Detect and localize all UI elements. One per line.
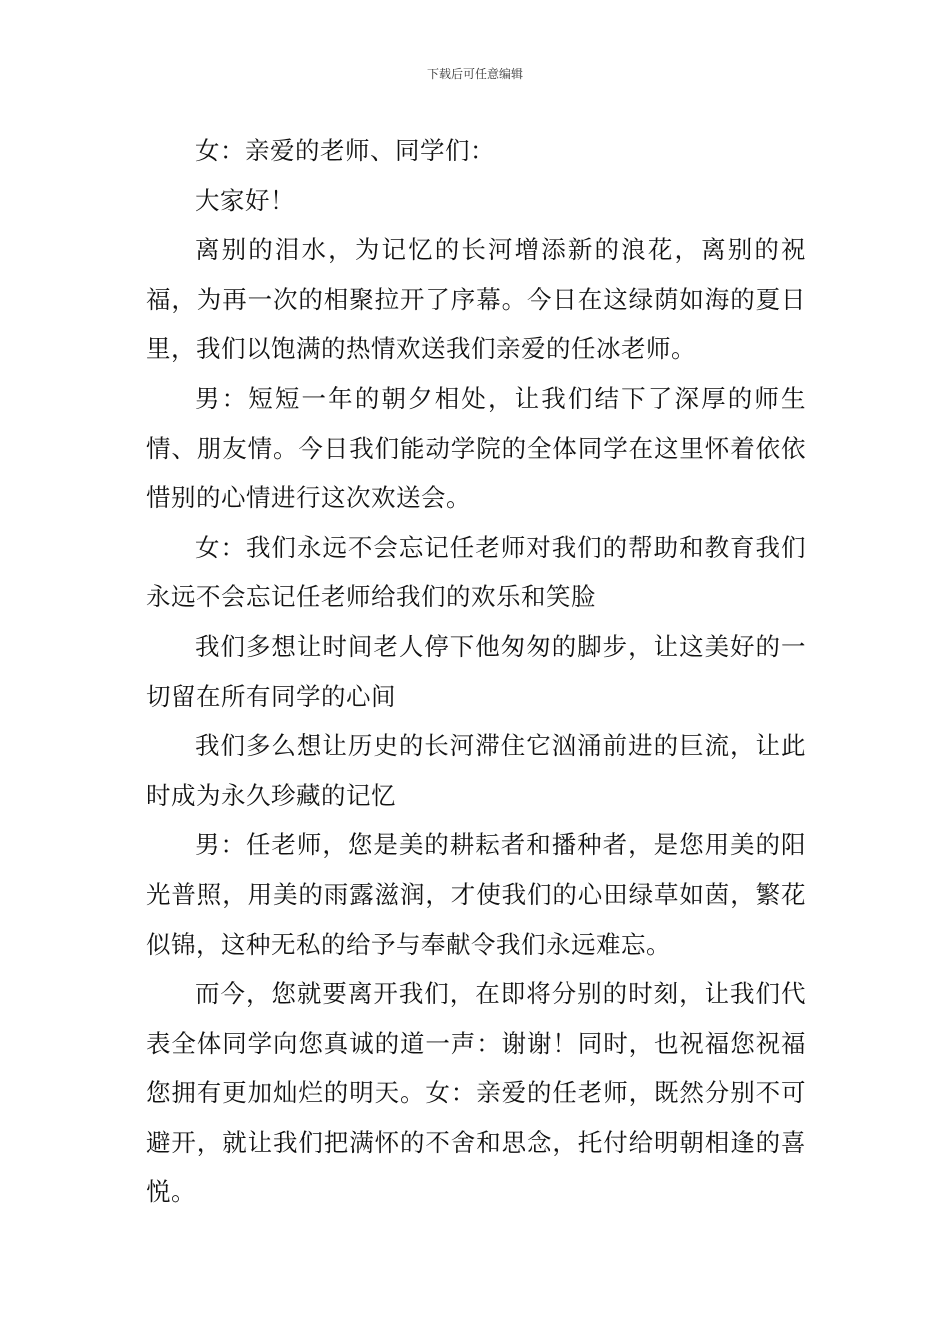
paragraph-farewell-tears: 离别的泪水，为记忆的长河增添新的浪花，离别的祝福，为再一次的相聚拉开了序幕。今日在这绿荫如海的夏日里，我们以饱满的热情欢送我们亲爱的任冰老师。 — [146, 235, 806, 364]
paragraph-hello: 大家好！ — [195, 185, 295, 215]
paragraph-closing: 而今，您就要离开我们，在即将分别的时刻，让我们代表全体同学向您真诚的道一声：谢谢！同时，也祝福您祝福您拥有更加灿烂的明天。女：亲爱的任老师，既然分别不可避开，就让我们把满怀的不舍和思念，托付给明朝相逢的喜悦。 — [146, 979, 806, 1207]
paragraph-stop-time: 我们多想让时间老人停下他匆匆的脚步，让这美好的一切留在所有同学的心间 — [146, 631, 806, 711]
paragraph-history-river: 我们多么想让历史的长河滞住它汹涌前进的巨流，让此时成为永久珍藏的记忆 — [146, 731, 806, 810]
paragraph-male-gardener: 男：任老师，您是美的耕耘者和播种者，是您用美的阳光普照，用美的雨露滋润，才使我们的心田绿草如茵，繁花似锦，这种无私的给予与奉献令我们永远难忘。 — [146, 830, 806, 959]
document-body — [146, 126, 806, 1217]
header-note: 下载后可任意编辑 — [426, 67, 523, 81]
paragraph-male-short-year: 男：短短一年的朝夕相处，让我们结下了深厚的师生情、朋友情。今日我们能动学院的全体同学在这里怀着依依惜别的心情进行这次欢送会。 — [146, 383, 806, 513]
paragraph-female-never-forget: 女：我们永远不会忘记任老师对我们的帮助和教育我们永远不会忘记任老师给我们的欢乐和笑脸 — [146, 532, 806, 612]
paragraph-greeting: 女：亲爱的老师、同学们： — [195, 136, 495, 165]
